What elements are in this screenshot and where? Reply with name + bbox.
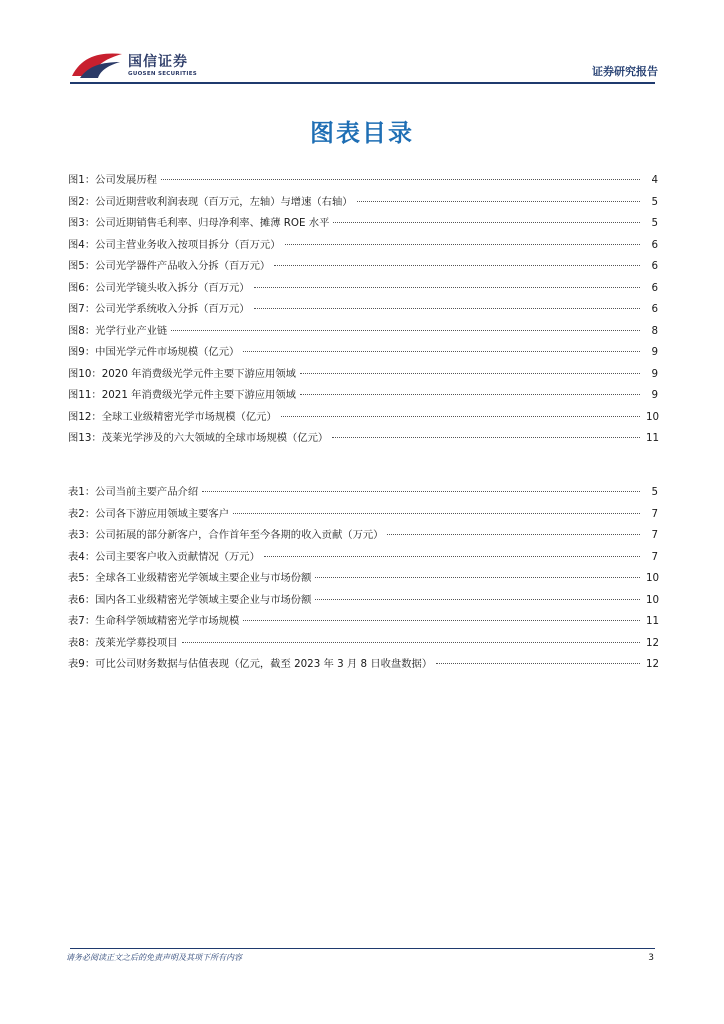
figure-entry-page: 5 [651, 217, 658, 229]
figure-entry[interactable] [68, 365, 658, 387]
guosen-logo [70, 48, 210, 84]
table-entry[interactable] [68, 526, 658, 548]
dot-leader [333, 222, 640, 223]
figure-entry-label: 图11： [68, 389, 102, 401]
figure-entry-title: 公司光学系统收入分拆（百万元） [95, 303, 250, 315]
figure-entry-page: 8 [651, 324, 658, 337]
table-entry-title: 国内各工业级精密光学领域主要企业与市场份额 [95, 593, 312, 606]
footer-divider [70, 948, 655, 949]
table-entry-label: 表5： [68, 572, 96, 584]
figure-entry-title: 公司近期销售毛利率、归母净利率、摊薄 ROE 水平 [95, 217, 330, 229]
figure-entry-label: 图9： [68, 346, 96, 358]
table-entry-label: 表8： [68, 636, 96, 649]
header-divider [70, 82, 655, 84]
table-entry-label: 表6： [68, 593, 96, 606]
figure-entry[interactable] [68, 322, 658, 344]
table-entry-title: 公司拓展的部分新客户，合作首年至今各期的收入贡献（万元） [95, 529, 384, 541]
figure-entry-title: 全球工业级精密光学市场规模（亿元） [101, 410, 277, 423]
figure-entry[interactable] [68, 214, 658, 236]
figure-entry-title: 中国光学元件市场规模（亿元） [95, 346, 240, 358]
figure-entry[interactable] [68, 236, 658, 258]
table-entry[interactable] [68, 591, 658, 613]
table-entry-page: 12 [646, 636, 660, 649]
figure-entry-page: 9 [651, 389, 658, 401]
dot-leader [285, 244, 641, 245]
figure-entry-title: 2020 年消费级光学元件主要下游应用领域 [101, 367, 296, 380]
guosen-logo-icon [70, 50, 124, 80]
dot-leader [332, 437, 640, 438]
table-entry-page: 12 [646, 658, 660, 670]
dot-leader [254, 287, 640, 288]
table-entry-label: 表1： [68, 486, 96, 498]
dot-leader [202, 491, 640, 492]
report-type-label: 证券研究报告 [592, 65, 658, 78]
figure-entry[interactable] [68, 343, 658, 365]
dot-leader [274, 265, 640, 266]
figure-entry-label: 图8： [68, 324, 96, 337]
table-entry[interactable] [68, 483, 658, 505]
figure-entry[interactable] [68, 408, 658, 430]
table-entry-title: 公司当前主要产品介绍 [95, 486, 199, 498]
figure-entry-title: 茂莱光学涉及的六大领域的全球市场规模（亿元） [101, 432, 329, 444]
figure-entry-title: 公司光学镜头收入拆分（百万元） [95, 281, 250, 294]
figure-entry-title: 公司主营业务收入按项目拆分（百万元） [95, 238, 281, 251]
figure-entry-page: 5 [651, 195, 658, 208]
table-entry-title: 公司各下游应用领域主要客户 [95, 507, 230, 520]
figure-entry-label: 图12： [68, 410, 102, 423]
dot-leader [387, 534, 640, 535]
table-entry-label: 表4： [68, 550, 96, 563]
logo-text-en: GUOSEN SECURITIES [128, 71, 198, 77]
table-entry[interactable] [68, 548, 658, 570]
figure-entry[interactable] [68, 257, 658, 279]
figure-entry-label: 图4： [68, 238, 96, 251]
figure-entry-title: 2021 年消费级光学元件主要下游应用领域 [101, 389, 296, 401]
figure-entry-page: 6 [651, 260, 658, 272]
figure-entry[interactable] [68, 300, 658, 322]
figure-entry-page: 6 [651, 281, 658, 294]
figure-entry[interactable] [68, 193, 658, 215]
table-list [68, 483, 658, 677]
dot-leader [300, 394, 640, 395]
figure-list [68, 171, 658, 451]
dot-leader [171, 330, 640, 331]
table-entry-page: 5 [651, 486, 658, 498]
dot-leader [315, 599, 640, 600]
table-entry[interactable] [68, 569, 658, 591]
figure-entry-label: 图7： [68, 303, 96, 315]
figure-entry[interactable] [68, 429, 658, 451]
dot-leader [243, 620, 640, 621]
table-entry-label: 表7： [68, 615, 96, 627]
page-number: 3 [648, 953, 654, 963]
dot-leader [182, 642, 640, 643]
table-entry-label: 表3： [68, 529, 96, 541]
figure-entry-title: 公司发展历程 [95, 174, 157, 186]
table-entry-page: 7 [651, 507, 658, 520]
dot-leader [281, 416, 640, 417]
table-entry[interactable] [68, 634, 658, 656]
figure-entry-label: 图6： [68, 281, 96, 294]
table-entry-page: 10 [646, 572, 660, 584]
figure-entry-label: 图2： [68, 195, 96, 208]
table-entry-page: 11 [646, 615, 660, 627]
table-entry[interactable] [68, 655, 658, 677]
figure-entry[interactable] [68, 279, 658, 301]
table-entry-label: 表2： [68, 507, 96, 520]
footer-disclaimer: 请务必阅读正文之后的免责声明及其项下所有内容 [66, 953, 242, 962]
figure-entry[interactable] [68, 171, 658, 193]
dot-leader [243, 351, 640, 352]
dot-leader [161, 179, 640, 180]
figure-entry-title: 公司光学器件产品收入分拆（百万元） [95, 260, 271, 272]
table-entry-label: 表9： [68, 658, 96, 670]
figure-entry-title: 光学行业产业链 [95, 324, 168, 337]
table-entry-title: 茂莱光学募投项目 [95, 636, 178, 649]
figure-entry-label: 图10： [68, 367, 102, 380]
figure-entry-page: 6 [651, 238, 658, 251]
figure-entry-page: 11 [646, 432, 660, 444]
figure-entry-label: 图13： [68, 432, 102, 444]
figure-entry-page: 9 [651, 346, 658, 358]
dot-leader [357, 201, 640, 202]
logo-text-cn: 国信证券 [128, 54, 188, 70]
figure-entry-page: 4 [651, 174, 658, 186]
table-entry-title: 全球各工业级精密光学领域主要企业与市场份额 [95, 572, 312, 584]
figure-entry-page: 9 [651, 367, 658, 380]
dot-leader [233, 513, 640, 514]
dot-leader [436, 663, 640, 664]
dot-leader [315, 577, 640, 578]
table-entry-page: 10 [646, 593, 660, 606]
table-entry-page: 7 [651, 550, 658, 563]
page-title: 图表目录 [310, 119, 414, 147]
table-entry-title: 生命科学领域精密光学市场规模 [95, 615, 240, 627]
table-entry[interactable] [68, 612, 658, 634]
table-entry-page: 7 [651, 529, 658, 541]
figure-entry-page: 6 [651, 303, 658, 315]
table-entry[interactable] [68, 505, 658, 527]
table-entry-title: 公司主要客户收入贡献情况（万元） [95, 550, 260, 563]
dot-leader [300, 373, 640, 374]
figure-entry-page: 10 [646, 410, 660, 423]
dot-leader [254, 308, 640, 309]
figure-entry-title: 公司近期营收利润表现（百万元，左轴）与增速（右轴） [95, 195, 353, 208]
dot-leader [264, 556, 640, 557]
figure-entry-label: 图1： [68, 174, 96, 186]
figure-entry-label: 图5： [68, 260, 96, 272]
figure-entry-label: 图3： [68, 217, 96, 229]
figure-entry[interactable] [68, 386, 658, 408]
table-entry-title: 可比公司财务数据与估值表现（亿元，截至 2023 年 3 月 8 日收盘数据） [95, 658, 433, 670]
